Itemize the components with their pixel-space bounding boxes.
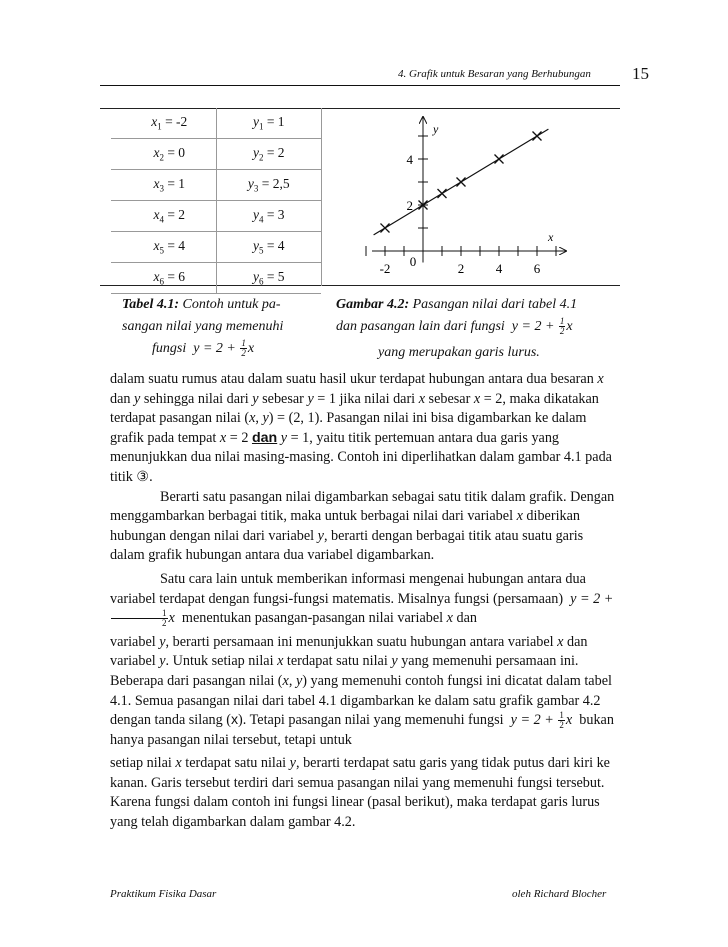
figure-caption-line2: dan pasangan lain dari fungsi <box>336 319 505 334</box>
x-tick-label: -2 <box>379 261 391 276</box>
y-value-cell: $y_5 = 4$ <box>216 232 321 263</box>
x-tick-label: 4 <box>495 261 503 276</box>
paragraph-2: Berarti satu pasangan nilai digambarkan sebagai satu titik dalam grafik. Dengan menggambarkan berbagai titik, maka untuk berbagai nilai dari variabel x diberikan hubungan dengan nilai dari variabel y, berarti dengan berbagai titik atau suatu garis dalam grafik hubungan antara dua variabel digambarkan. <box>110 488 615 564</box>
x-value-cell: $x_6 = 6$ <box>111 263 216 294</box>
running-title: 4. Grafik untuk Besaran yang Berhubungan <box>398 68 591 80</box>
table-row <box>111 170 321 201</box>
y-tick-label: 2 <box>406 198 413 213</box>
x-tick-label: 0 <box>409 254 417 269</box>
paragraph-5: setiap nilai x terdapat satu nilai y, berarti terdapat satu garis yang tidak putus dari kiri ke kanan. Garis tersebut terdiri dari semua pasangan nilai yang memenuhi fungsi tersebut. Karena fungsi dalam contoh ini fungsi linear (pasal berikut), maka terdapat garis lurus yang telah digambarkan dalam gambar 4.2. <box>110 755 610 831</box>
footer-left: Praktikum Fisika Dasar <box>110 888 217 900</box>
y-value-cell: $y_2 = 2$ <box>216 139 321 170</box>
data-point-cross <box>438 189 447 198</box>
table-row <box>111 201 321 232</box>
x-tick-label: 6 <box>533 261 541 276</box>
emphasis-dan: dan <box>251 429 278 446</box>
table-row <box>111 263 321 294</box>
table-row <box>111 232 321 263</box>
x-value-cell: $x_3 = 1$ <box>111 170 216 201</box>
table-caption-line3: fungsi <box>152 341 187 356</box>
figure-caption-label: Gambar 4.2: <box>336 297 410 312</box>
table-caption-formula: y = 2 + $\frac{1}{2}$ x <box>193 338 255 359</box>
figure-caption-line1: Pasangan nilai dari tabel 4.1 <box>409 297 578 312</box>
table-caption-line1: Contoh untuk pa- <box>179 297 281 312</box>
line-graph <box>322 108 620 286</box>
data-point-cross <box>381 224 390 233</box>
x-tick-label: 2 <box>457 261 465 276</box>
inline-formula-1: y = 2 + $\frac{1}{2}$ x <box>110 591 613 627</box>
header-rule <box>100 85 620 86</box>
x-value-cell: $x_4 = 2$ <box>111 201 216 232</box>
x-value-cell: $x_5 = 4$ <box>111 232 216 263</box>
y-value-cell: $y_1 = 1$ <box>216 108 321 139</box>
x-value-cell: $x_2 = 0$ <box>111 139 216 170</box>
y-value-cell: $y_4 = 3$ <box>216 201 321 232</box>
y-value-cell: $y_3 = 2,5$ <box>216 170 321 201</box>
figure-caption <box>336 294 577 364</box>
x-axis-label: x <box>548 230 554 244</box>
data-point-cross <box>495 155 504 164</box>
footer-right: oleh Richard Blocher <box>512 888 607 900</box>
x-value-cell: $x_1 = -2$ <box>111 108 216 139</box>
paragraph-1: dalam suatu rumus atau dalam suatu hasil ukur terdapat hubungan antara dua besaran x dan y sehingga nilai dari y sebesar y = 1 jika nilai dari x sebesar x = 2, maka dikatakan terdapat pasangan nilai (x, y) = (2, 1). Pasangan nilai ini bisa digambarkan ke dalam grafik pada tempat x = 2 dan y = 1, yaitu titik pertemuan antara dua garis yang menunjukkan dua nilai masing-masing. Contoh ini diperlihatkan dalam gambar 4.1 pada titik ③. <box>110 371 612 485</box>
paragraph-4: variabel y, berarti persamaan ini menunjukkan suatu hubungan antara variabel x dan variabel y. Untuk setiap nilai x terdapat satu nilai y yang memenuhi persamaan ini. Beberapa dari pasangan nilai (x, y) yang memenuhi contoh fungsi ini dicatat dalam tabel 4.1. Semua pasangan nilai dari tabel 4.1 digambarkan ke dalam satu grafik gambar 4.2 dengan tanda silang (x). Tetapi pasangan nilai yang memenuhi fungsi y = 2 + $\frac{1}{2}$ x bukan hanya pasangan nilai tersebut, tetapi untuk <box>110 633 614 748</box>
figure-caption-line3: yang merupakan garis lurus. <box>378 345 540 360</box>
y-value-cell: $y_6 = 5$ <box>216 263 321 294</box>
table-row <box>111 139 321 170</box>
data-point-cross <box>533 132 542 141</box>
data-point-cross <box>457 178 466 187</box>
y-tick-label: 4 <box>406 152 413 167</box>
table-caption-label: Tabel 4.1: <box>122 297 180 312</box>
body-text <box>110 370 620 833</box>
table-caption-line2: sangan nilai yang memenuhi <box>122 319 284 334</box>
table-caption <box>122 294 283 360</box>
value-table <box>111 108 321 294</box>
table-row <box>111 108 321 139</box>
paragraph-3: Satu cara lain untuk memberikan informasi mengenai hubungan antara dua variabel terdapat dengan fungsi-fungsi matematis. Misalnya fungsi (persamaan) y = 2 + $\frac{1}{2}$ x menentukan pasangan-pasangan nilai variabel x dan <box>110 570 614 629</box>
figure-caption-formula: y = 2 + $\frac{1}{2}$ x <box>511 316 573 337</box>
y-axis-label: y <box>433 122 439 136</box>
inline-formula-2: y = 2 + $\frac{1}{2}$ x <box>510 710 573 731</box>
page-number: 15 <box>632 64 649 83</box>
